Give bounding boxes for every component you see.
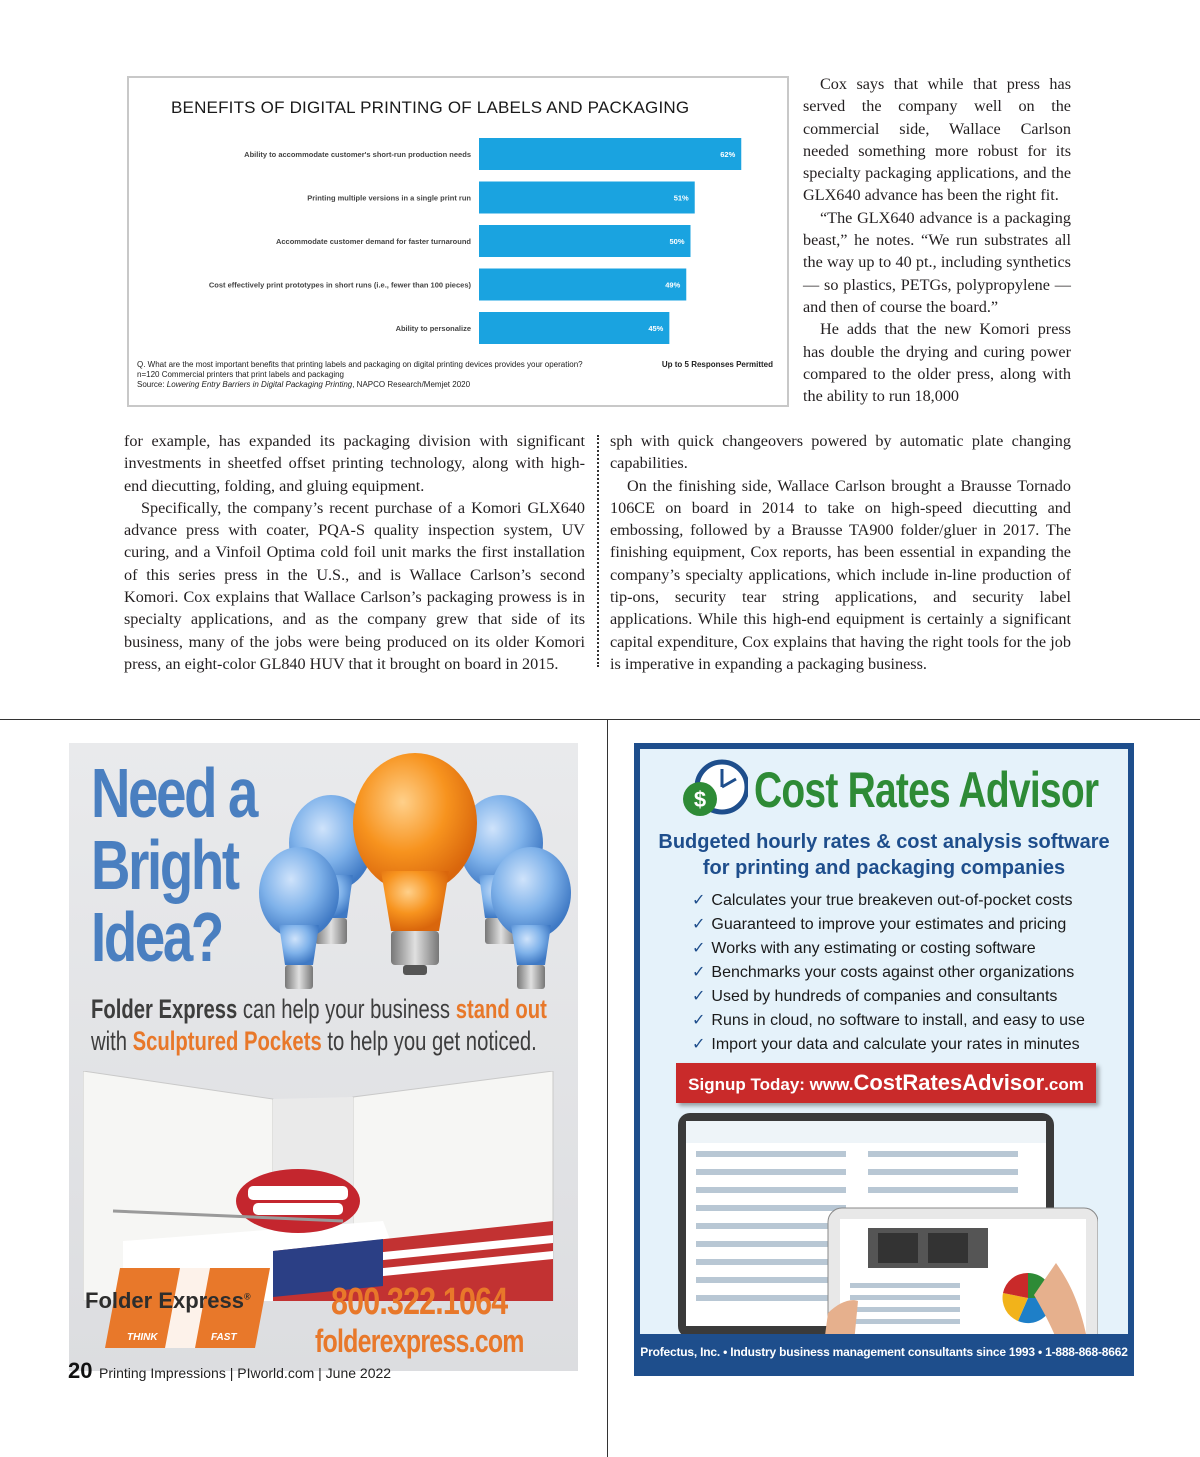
- ad-title: Cost Rates Advisor: [754, 762, 1099, 818]
- checkmark-icon: ✓: [692, 964, 706, 981]
- article-paragraph: Cox says that while that press has served the company well on the commercial side, Wallace Carlson needed something more robust for its specialty packaging applications, and the GLX640 advance has been the right fit.: [803, 75, 1071, 205]
- list-item: ✓ Benchmarks your costs against other organizations: [692, 964, 1075, 981]
- folio-text: Printing Impressions | PIworld.com | June 2022: [99, 1365, 392, 1381]
- ad-website-link[interactable]: folderexpress.com: [315, 1323, 524, 1359]
- feature-list: [692, 889, 1085, 1057]
- article-paragraph: He adds that the new Komori press has double the drying and curing power compared to the older press, along with the ability to run 18,000: [803, 320, 1071, 406]
- ad-phone-number[interactable]: 800.322.1064: [331, 1281, 508, 1323]
- bar-chart: [129, 78, 787, 405]
- bar-1: [479, 138, 741, 170]
- category-label: Accommodate customer demand for faster turnaround: [275, 237, 471, 246]
- checkmark-icon: ✓: [692, 988, 706, 1005]
- category-label: Cost effectively print prototypes in short runs (i.e., fewer than 100 pieces): [208, 280, 471, 290]
- ad-copy: Folder Express can help your business stand out with Sculptured Pockets to help you get noticed.: [91, 994, 547, 1056]
- blue-bulb-icon: [491, 847, 571, 989]
- software-screenshot-illustration: [678, 1113, 1098, 1343]
- list-item: ✓ Runs in cloud, no software to install, and easy to use: [692, 1012, 1085, 1029]
- bar-4: [479, 269, 686, 301]
- list-item: ✓ Guaranteed to improve your estimates and pricing: [692, 916, 1067, 933]
- article-paragraph: On the finishing side, Wallace Carlson brought a Brausse Tornado 106CE on board in 2014 to take on high-speed diecutting and embossing, followed by a Brausse TA900 folder/gluer in 2017. The finishing equipment, Cox reports, has been essential in expanding the company’s specialty applications, which include in-line production of tip-ons, security tear string applications, and security label applications. While this high-end equipment is certainly a significant capital expenditure, Cox explains that having the right tools for the job is imperative in expanding a packaging business.: [610, 476, 1071, 673]
- bar-3: [479, 225, 691, 257]
- list-item: ✓ Used by hundreds of companies and consultants: [692, 988, 1058, 1005]
- chart-title: BENEFITS OF DIGITAL PRINTING OF LABELS AND PACKAGING: [171, 98, 690, 117]
- ad-subtitle: Budgeted hourly rates & cost analysis software for printing and packaging companies: [658, 831, 1110, 879]
- bar-2: [479, 182, 695, 214]
- chart-source-title: Lowering Entry Barriers in Digital Packaging Printing: [166, 380, 353, 389]
- checkmark-icon: ✓: [692, 1036, 706, 1053]
- category-label: Ability to accommodate customer's short-run production needs: [244, 150, 471, 159]
- chart-question: Q. What are the most important benefits that printing labels and packaging on digital printing devices provides your operation?: [137, 360, 583, 369]
- bar-5: [479, 312, 669, 344]
- teeth-pocket: [236, 1169, 360, 1233]
- category-label: Ability to personalize: [395, 324, 471, 333]
- folder-express-ad[interactable]: [69, 743, 578, 1371]
- column-divider: [597, 435, 599, 667]
- chart-response-note: Up to 5 Responses Permitted: [661, 360, 773, 369]
- ad-headline: Need a Bright Idea?: [91, 754, 257, 976]
- page-vertical-rule: [607, 720, 608, 1457]
- checkmark-icon: ✓: [692, 1012, 706, 1029]
- article-column-right-top: [803, 73, 1071, 407]
- list-item: ✓ Works with any estimating or costing software: [692, 940, 1036, 957]
- list-item: ✓ Calculates your true breakeven out-of-pocket costs: [692, 892, 1073, 909]
- cost-rates-advisor-ad[interactable]: [634, 743, 1134, 1376]
- data-label: 45%: [648, 324, 664, 333]
- chart-source: Source: Lowering Entry Barriers in Digital Packaging Printing, NAPCO Research/Memjet 2020: [137, 380, 471, 389]
- category-label: Printing multiple versions in a single print run: [307, 193, 471, 203]
- data-label: 50%: [669, 237, 685, 246]
- page-horizontal-rule: [0, 719, 1200, 720]
- checkmark-icon: ✓: [692, 892, 706, 909]
- article-column-right: [610, 430, 1071, 675]
- checkmark-icon: ✓: [692, 940, 706, 957]
- svg-text:$: $: [693, 787, 707, 812]
- article-paragraph: for example, has expanded its packaging division with significant investments in sheetfed offset printing technology, along with high-end diecutting, folding, and gluing equipment.: [124, 432, 585, 495]
- article-paragraph: Specifically, the company’s recent purchase of a Komori GLX640 advance press with coater, PQA-S quality inspection system, UV curing, and a Vinfoil Optima cold foil unit marks the first installation of this series press in the U.S., and is Wallace Carlson’s second Komori. Cox explains that Wallace Carlson’s packaging prowess is in specialty applications, and as the company grew that side of its business, many of the jobs were being produced on its older Komori press, an eight-color GL840 HUV that it brought on board in 2015.: [124, 498, 585, 673]
- chart-sample-size: n=120 Commercial printers that print labels and packaging: [137, 370, 345, 379]
- article-paragraph: sph with quick changeovers powered by automatic plate changing capabilities.: [610, 432, 1071, 473]
- page-number: 20: [68, 1358, 93, 1383]
- data-label: 62%: [720, 150, 736, 159]
- signup-button[interactable]: Signup Today: www.CostRatesAdvisor.com: [676, 1063, 1096, 1103]
- article-column-left: [124, 430, 585, 675]
- list-item: ✓ Import your data and calculate your rates in minutes: [692, 1036, 1080, 1053]
- article-paragraph: “The GLX640 advance is a packaging beast,” he notes. “We run substrates all the way up to 40 pt., including synthetics — so plastics, PETGs, polypropylene — and then of course the board.”: [803, 208, 1071, 316]
- data-label: 51%: [673, 193, 689, 203]
- ad-footer: Profectus, Inc. • Industry business management consultants since 1993 • 1-888-868-8662: [640, 1334, 1128, 1370]
- clock-dollar-icon: [680, 757, 748, 821]
- data-label: 49%: [665, 280, 681, 290]
- folder-express-logo: Folder Express® THINK FAST: [85, 1258, 285, 1353]
- chart-figure: [127, 76, 789, 407]
- checkmark-icon: ✓: [692, 916, 706, 933]
